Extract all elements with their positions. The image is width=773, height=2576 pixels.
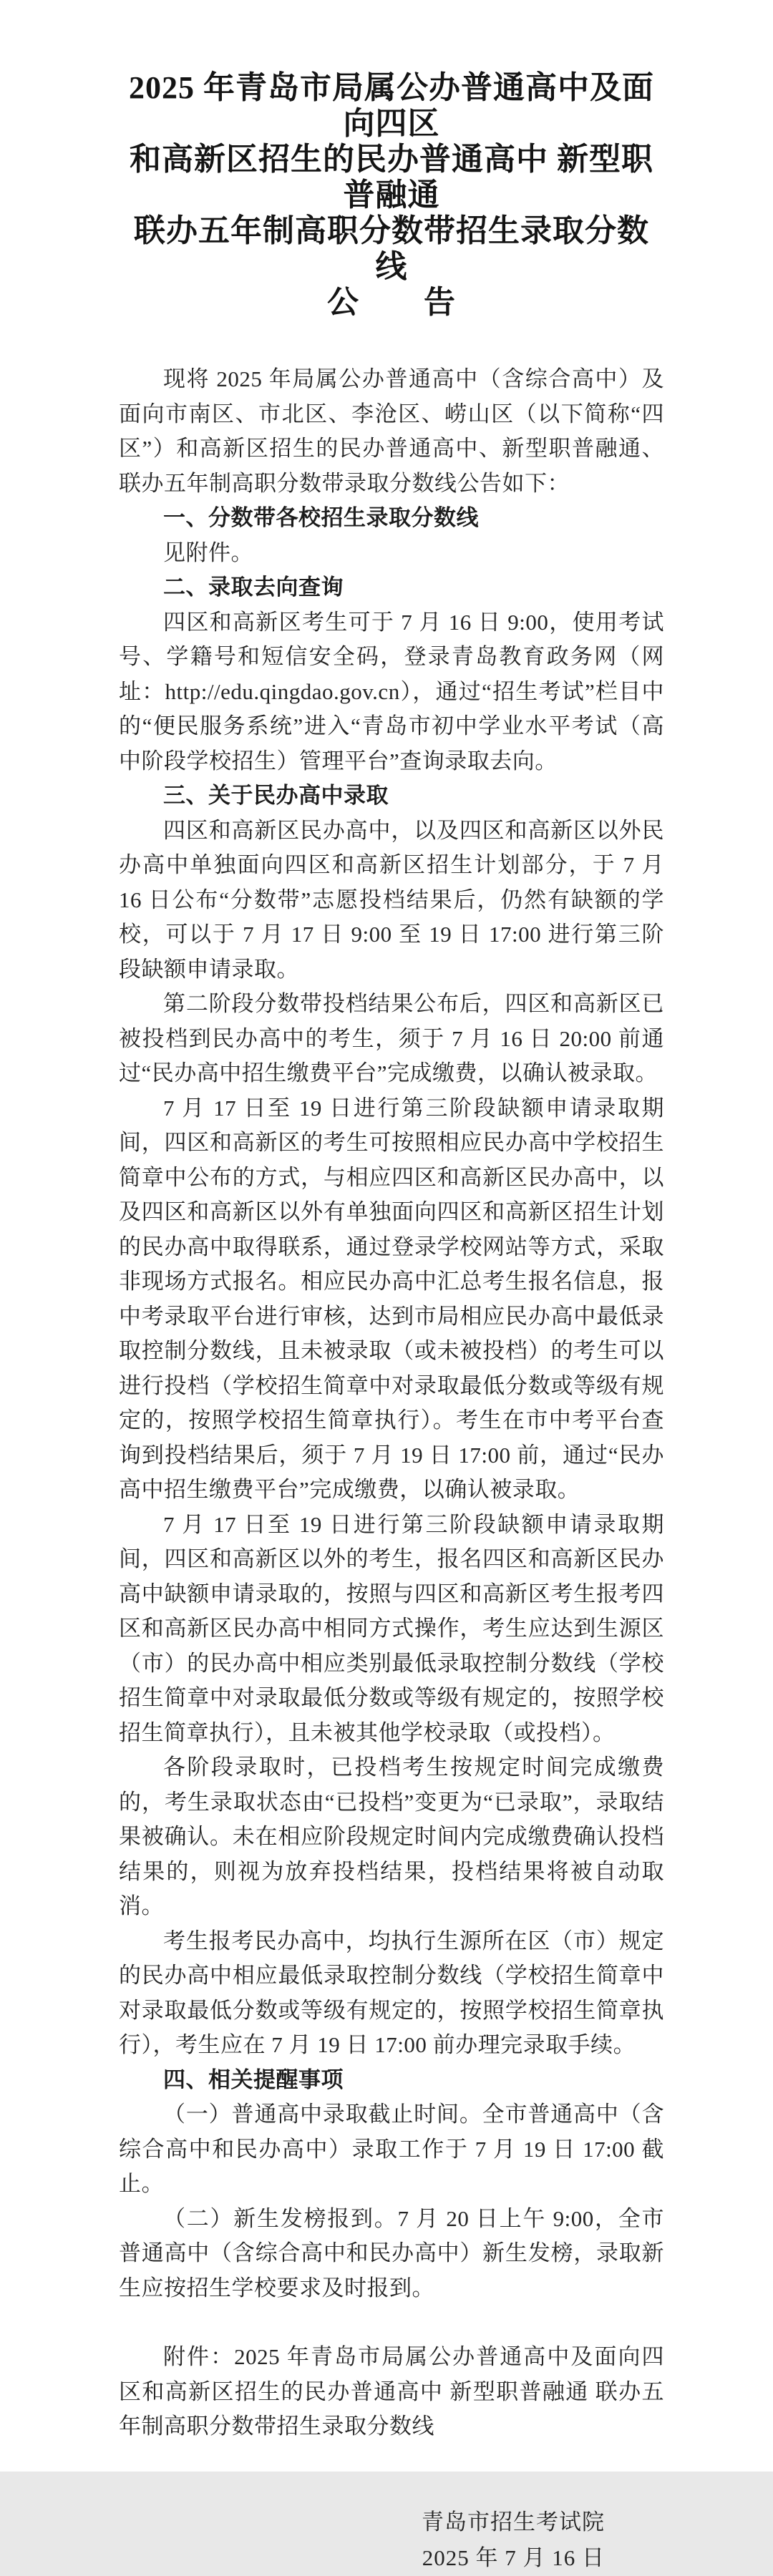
stage2-payment-paragraph: 第二阶段分数带投档结果公布后，四区和高新区已被投档到民办高中的考生，须于 7 月 16 日 20:00 前通过“民办高中招生缴费平台”完成缴费，以确认被录取。 [119, 991, 664, 1085]
doc-title-line-3: 联办五年制高职分数带招生录取分数线 [134, 213, 649, 284]
attachment-note: 附件：2025 年青岛市局属公办普通高中及面向四区和高新区招生的民办普通高中 新型职普融通 联办五年制高职分数带招生录取分数线 [119, 2344, 664, 2439]
payment-status-paragraph: 各阶段录取时，已投档考生按规定时间完成缴费的，考生录取状态由“已投档”变更为“已录取”，录取结果被确认。未在相应阶段规定时间内完成缴费确认投档结果的，则视为放弃投档结果，投档结果将被自动取消。 [119, 1755, 664, 1918]
doc-body [119, 362, 664, 2444]
section-heading-2: 二、录取去向查询 [163, 575, 344, 600]
reminder-1-paragraph: （一）普通高中录取截止时间。全市普通高中（含综合高中和民办高中）录取工作于 7 月 19 日 17:00 截止。 [119, 2102, 664, 2196]
doc-title [119, 70, 664, 321]
doc-title-line-2: 和高新区招生的民办普通高中 新型职普融通 [130, 142, 653, 213]
intro-paragraph: 现将 2025 年局属公办普通高中（含综合高中）及面向市南区、市北区、李沧区、崂山区（以下简称“四区”）和高新区招生的民办普通高中、新型职普融通、联办五年制高职分数带录取分数线公告如下： [119, 366, 664, 496]
issuer-name: 青岛市招生考试院 [422, 2509, 605, 2534]
see-attachment-note: 见附件。 [163, 540, 253, 565]
section-heading-3: 三、关于民办高中录取 [163, 783, 389, 808]
section-heading-1: 一、分数带各校招生录取分数线 [163, 505, 479, 530]
doc-title-line-1: 2025 年青岛市局属公办普通高中及面向四区 [129, 70, 654, 141]
stage3-outside-students-paragraph: 7 月 17 日至 19 日进行第三阶段缺额申请录取期间，四区和高新区以外的考生，报名四区和高新区民办高中缺额申请录取的，按照与四区和高新区考生报考四区和高新区民办高中相同方式操作，考生应达到生源区（市）的民办高中相应类别最低录取控制分数线（学校招生简章中对录取最低分数或等级有规定的，按照学校招生简章执行），且未被其他学校录取（或投档）。 [119, 1511, 664, 1745]
section-heading-4: 四、相关提醒事项 [163, 2067, 344, 2092]
doc-title-line-4: 公 告 [327, 285, 456, 320]
score-line-rule-paragraph: 考生报考民办高中，均执行生源所在区（市）规定的民办高中相应最低录取控制分数线（学校招生简章中对录取最低分数或等级有规定的，按照学校招生简章执行），考生应在 7 月 19 日 17:00 前办理完录取手续。 [119, 1928, 664, 2057]
reminder-2-paragraph: （二）新生发榜报到。7 月 20 日上午 9:00，全市普通高中（含综合高中和民办高中）新生发榜，录取新生应按招生学校要求及时报到。 [119, 2205, 664, 2301]
stage3-local-students-paragraph: 7 月 17 日至 19 日进行第三阶段缺额申请录取期间，四区和高新区的考生可按照相应民办高中学校招生简章中公布的方式，与相应四区和高新区民办高中，以及四区和高新区以外有单独面向四区和高新区招生计划的民办高中取得联系，通过登录学校网站等方式，采取非现场方式报名。相应民办高中汇总考生报名信息，报中考录取平台进行审核，达到市局相应民办高中最低录取控制分数线，且未被录取（或未被投档）的考生可以进行投档（学校招生简章中对录取最低分数或等级有规定的，按照学校招生简章执行）。考生在市中考平台查询到投档结果后，须于 7 月 19 日 17:00 前，通过“民办高中招生缴费平台”完成缴费，以确认被录取。 [119, 1095, 664, 1502]
signature-block [119, 2504, 664, 2576]
issue-date: 2025 年 7 月 16 日 [422, 2545, 605, 2570]
private-hs-stage3-paragraph: 四区和高新区民办高中，以及四区和高新区以外民办高中单独面向四区和高新区招生计划部分，于 7 月 16 日公布“分数带”志愿投档结果后，仍然有缺额的学校，可以于 7 月 17 日 9:00 至 19 日 17:00 进行第三阶段缺额申请录取。 [119, 817, 664, 982]
query-instructions-paragraph: 四区和高新区考生可于 7 月 16 日 9:00，使用考试号、学籍号和短信安全码，登录青岛教育政务网（网址：http://edu.qingdao.gov.cn），通过“招生考试”栏目中的“便民服务系统”进入“青岛市初中学业水平考试（高中阶段学校招生）管理平台”查询录取去向。 [119, 609, 664, 774]
